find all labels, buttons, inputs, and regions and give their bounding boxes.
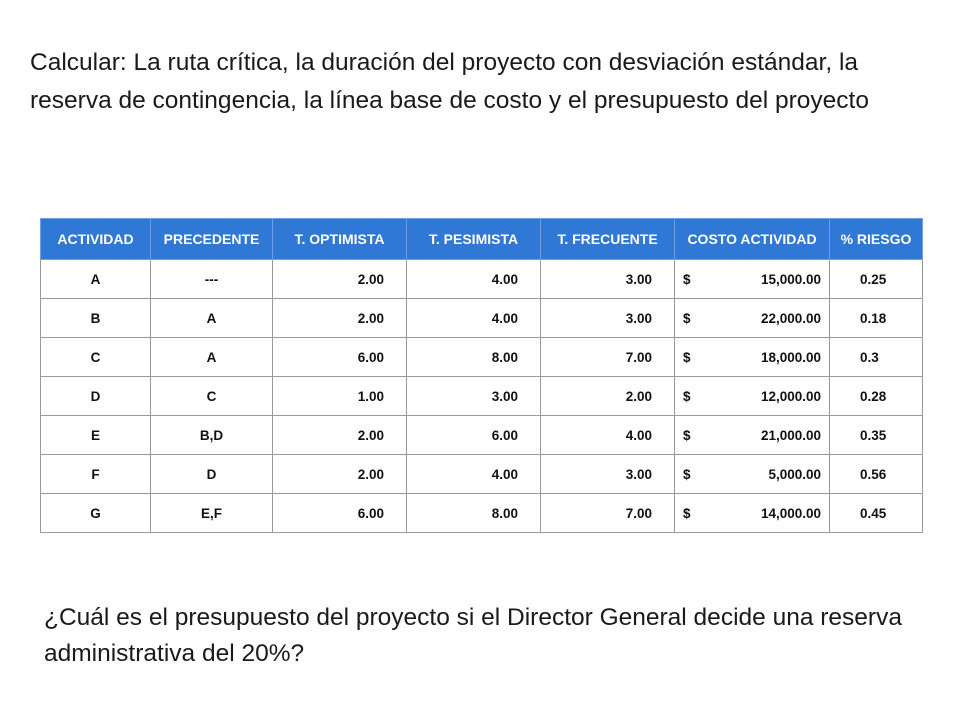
- cell-precedente: B,D: [151, 416, 273, 455]
- cell-riesgo: 0.18: [830, 299, 923, 338]
- cell-costo-actividad: [675, 299, 830, 338]
- header-t-optimista: T. OPTIMISTA: [273, 219, 407, 260]
- cell-actividad: B: [41, 299, 151, 338]
- currency-symbol: $: [683, 388, 691, 404]
- cell-t-pesimista: 4.00: [407, 299, 541, 338]
- intro-text: Calcular: La ruta crítica, la duración del proyecto con desviación estándar, la reserva de contingencia, la línea base de costo y el presupuesto del proyecto: [30, 49, 869, 114]
- cell-actividad: E: [41, 416, 151, 455]
- cell-riesgo: 0.28: [830, 377, 923, 416]
- cell-t-pesimista: 4.00: [407, 260, 541, 299]
- cell-precedente: A: [151, 299, 273, 338]
- cell-t-optimista: 2.00: [273, 416, 407, 455]
- cell-t-optimista: 2.00: [273, 455, 407, 494]
- header-t-frecuente: T. FRECUENTE: [541, 219, 675, 260]
- cell-precedente: D: [151, 455, 273, 494]
- question-text: ¿Cuál es el presupuesto del proyecto si el Director General decide una reserva administrativa del 20%?: [44, 604, 902, 667]
- table-row: [41, 299, 923, 338]
- cell-t-pesimista: 8.00: [407, 494, 541, 533]
- cell-costo-actividad: [675, 455, 830, 494]
- cell-t-frecuente: 3.00: [541, 299, 675, 338]
- cell-t-optimista: 2.00: [273, 260, 407, 299]
- cell-t-frecuente: 3.00: [541, 260, 675, 299]
- cell-precedente: E,F: [151, 494, 273, 533]
- cell-t-optimista: 6.00: [273, 338, 407, 377]
- cell-t-frecuente: 2.00: [541, 377, 675, 416]
- table-row: [41, 338, 923, 377]
- cell-t-optimista: 2.00: [273, 299, 407, 338]
- cell-precedente: C: [151, 377, 273, 416]
- cell-t-pesimista: 8.00: [407, 338, 541, 377]
- cell-costo-actividad: [675, 416, 830, 455]
- activity-table-container: [40, 218, 922, 526]
- cell-t-pesimista: 4.00: [407, 455, 541, 494]
- cell-riesgo: 0.45: [830, 494, 923, 533]
- cell-t-frecuente: 4.00: [541, 416, 675, 455]
- cell-costo-actividad: [675, 377, 830, 416]
- cell-costo-actividad: [675, 494, 830, 533]
- cell-riesgo: 0.25: [830, 260, 923, 299]
- cell-t-frecuente: 7.00: [541, 494, 675, 533]
- cell-t-optimista: 1.00: [273, 377, 407, 416]
- cost-value: 18,000.00: [760, 349, 821, 365]
- cell-actividad: G: [41, 494, 151, 533]
- header-t-pesimista: T. PESIMISTA: [407, 219, 541, 260]
- table-row: [41, 455, 923, 494]
- cost-value: 15,000.00: [760, 271, 821, 287]
- table-row: [41, 416, 923, 455]
- header-precedente: PRECEDENTE: [151, 219, 273, 260]
- activity-table: [40, 218, 923, 533]
- currency-symbol: $: [683, 310, 691, 326]
- cost-value: 22,000.00: [760, 310, 821, 326]
- cell-actividad: A: [41, 260, 151, 299]
- table-header-row: [41, 219, 923, 260]
- table-row: [41, 377, 923, 416]
- cell-t-pesimista: 3.00: [407, 377, 541, 416]
- cell-riesgo: 0.35: [830, 416, 923, 455]
- cell-precedente: A: [151, 338, 273, 377]
- cost-value: 21,000.00: [760, 427, 821, 443]
- cell-riesgo: 0.56: [830, 455, 923, 494]
- currency-symbol: $: [683, 427, 691, 443]
- currency-symbol: $: [683, 271, 691, 287]
- cell-costo-actividad: [675, 338, 830, 377]
- cell-t-pesimista: 6.00: [407, 416, 541, 455]
- currency-symbol: $: [683, 505, 691, 521]
- cost-value: 12,000.00: [760, 388, 821, 404]
- cost-value: 5,000.00: [768, 466, 821, 482]
- header-actividad: ACTIVIDAD: [41, 219, 151, 260]
- cell-actividad: D: [41, 377, 151, 416]
- cell-costo-actividad: [675, 260, 830, 299]
- cell-actividad: C: [41, 338, 151, 377]
- header-costo-actividad: COSTO ACTIVIDAD: [675, 219, 830, 260]
- cell-t-frecuente: 3.00: [541, 455, 675, 494]
- cell-actividad: F: [41, 455, 151, 494]
- table-row: [41, 494, 923, 533]
- header-riesgo: % RIESGO: [830, 219, 923, 260]
- cell-precedente: ---: [151, 260, 273, 299]
- cost-value: 14,000.00: [760, 505, 821, 521]
- currency-symbol: $: [683, 349, 691, 365]
- cell-t-frecuente: 7.00: [541, 338, 675, 377]
- currency-symbol: $: [683, 466, 691, 482]
- table-row: [41, 260, 923, 299]
- cell-riesgo: 0.3: [830, 338, 923, 377]
- cell-t-optimista: 6.00: [273, 494, 407, 533]
